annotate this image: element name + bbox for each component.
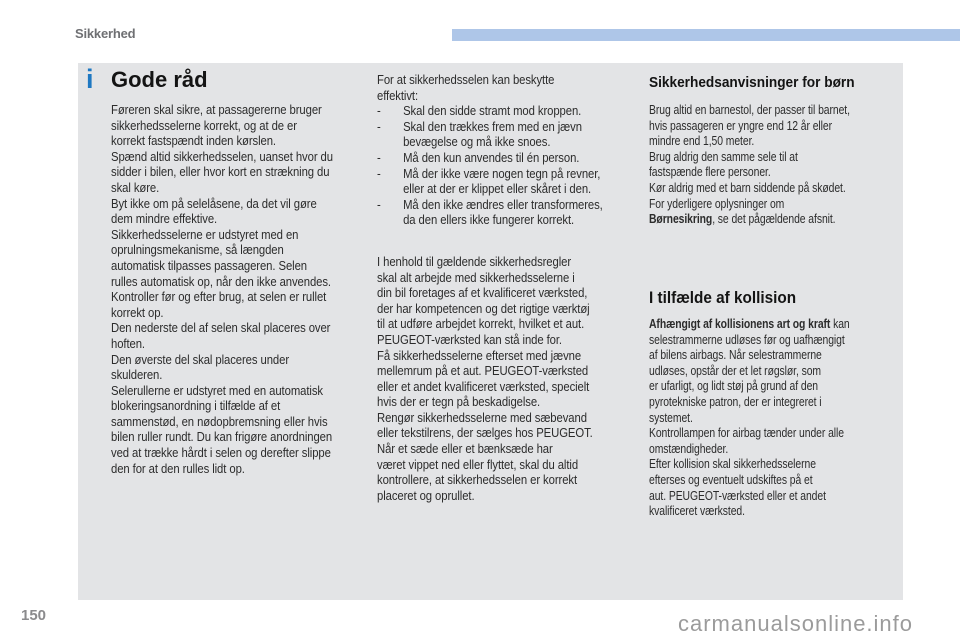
bold-text-run: Børnesikring	[649, 211, 713, 227]
bullet-text: Må den kun anvendes til én person.	[403, 149, 580, 165]
text-run: kan	[830, 316, 850, 331]
bullet-dash: -	[377, 118, 381, 134]
info-box	[78, 63, 903, 600]
chapter-label: Sikkerhed	[75, 26, 136, 41]
bullet-item	[377, 103, 603, 119]
bullet-text: Skal den trækkes frem med en jævn bevægelse og må ikke snoes.	[403, 118, 582, 150]
bullet-item	[377, 150, 603, 166]
bullet-list	[377, 103, 603, 228]
bold-text-run: Afhængigt af kollisionens art og kraft	[649, 316, 831, 331]
paragraph: For at sikkerhedsselen kan beskytte effektivt:	[377, 72, 555, 103]
column-seatbelt-rules	[377, 72, 603, 503]
header-accent-bar	[452, 29, 960, 41]
info-box-title: Gode råd	[111, 67, 208, 92]
column-children-safety	[649, 102, 850, 227]
page-number: 150	[21, 607, 47, 624]
bullet-text: Må den ikke ændres eller transformeres, da den ellers ikke fungerer korrekt.	[403, 196, 603, 228]
column-seatbelt-advice	[111, 102, 333, 476]
text-run: , se det pågældende afsnit.	[712, 211, 836, 227]
bullet-item	[377, 166, 603, 197]
info-icon: i	[86, 64, 94, 94]
paragraph: Brug altid en barnestol, der passer til barnet, hvis passageren er yngre end 12 år eller mindre end 1,50 meter. Brug aldrig den samme sele til at fastspænde flere personer. Kør aldrig med et barn siddende på skødet. For yderligere oplysninger om Børnesikring, se det pågældende afsnit.	[649, 102, 850, 227]
bullet-dash: -	[377, 103, 381, 119]
column-collision	[649, 316, 850, 519]
bullet-dash: -	[377, 149, 381, 165]
paragraph: I henhold til gældende sikkerhedsregler skal alt arbejde med sikkerhedsselerne i din bil foretages af et kvalificeret værksted, der har kompetencen og det rigtige værktøj til at udføre arbejdet korrekt, hvilket et aut. PEUGEOT-værksted kan stå inde for. Få sikkerhedsselerne efterset med jævne mellemrum på et aut. PEUGEOT-værksted eller et andet kvalificeret værksted, specielt hvis der er tegn på beskadigelse. Rengør sikkerhedsselerne med sæbevand eller tekstilrens, der sælges hos PEUGEOT. Når et sæde eller et bænksæde har været vippet ned eller flyttet, skal du altid kontrollere, at sikkerhedsselen er korrekt placeret og oprullet.	[377, 253, 593, 503]
bullet-dash: -	[377, 165, 381, 181]
bullet-dash: -	[377, 196, 381, 212]
paragraph: Føreren skal sikre, at passagererne bruger sikkerhedsselerne korrekt, og at de er korrekt fastspændt inden kørslen. Spænd altid sikkerhedsselen, uanset hvor du sidder i bilen, eller hvor kort en strækning du skal køre. Byt ikke om på selelåsene, da det vil gøre dem mindre effektive. Sikkerhedsselerne er udstyret med en oprulningsmekanisme, så længden automatisk tilpasses passageren. Selen rulles automatisk op, når den ikke anvendes. Kontroller før og efter brug, at selen er rullet korrekt op. Den nederste del af selen skal placeres over hoften. Den øverste del skal placeres under skulderen. Selerullerne er udstyret med en automatisk blokeringsanordning i tilfælde af et sammenstød, en nødopbremsning eller hvis bilen ruller rundt. Du kan frigøre anordningen ved at trække hårdt i selen og derefter slippe den for at den rulles lidt op.	[111, 102, 333, 476]
watermark: carmanualsonline.info	[678, 611, 914, 636]
paragraph: Afhængigt af kollisionens art og kraft kan selestrammerne udløses før og uafhængigt af bilens airbags. Når selestrammerne udløses, opstår der et let røgslør, som er ufarligt, og lidt støj på grund af den pyrotekniske patron, der er integreret i systemet. Kontrollampen for airbag tænder under alle omstændigheder. Efter kollision skal sikkerhedsselerne efterses og eventuelt udskiftes på et aut. PEUGEOT-værksted eller et andet kvalificeret værksted.	[649, 316, 850, 519]
bullet-item	[377, 119, 603, 150]
bullet-text: Må der ikke være nogen tegn på revner, eller at der er klippet eller skåret i den.	[403, 165, 601, 197]
bullet-text: Skal den sidde stramt mod kroppen.	[403, 103, 582, 119]
section-heading-collision: I tilfælde af kollision	[649, 288, 797, 307]
bullet-item	[377, 197, 603, 228]
section-heading-children-safety: Sikkerhedsanvisninger for børn	[649, 74, 855, 91]
